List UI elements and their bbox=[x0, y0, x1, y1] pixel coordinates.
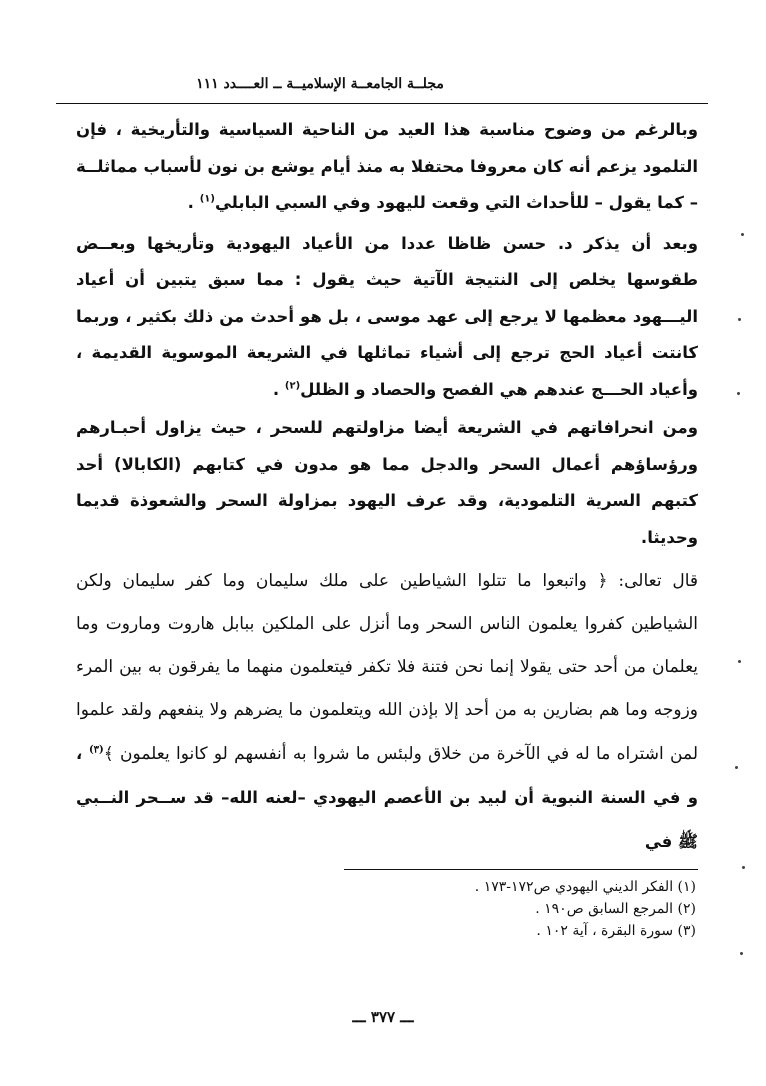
scan-speck bbox=[742, 866, 745, 869]
footnotes bbox=[336, 876, 696, 942]
footnote-ref[interactable]: (١) bbox=[199, 193, 215, 205]
paragraph bbox=[76, 410, 698, 556]
footnote-ref[interactable]: (٣) bbox=[88, 744, 104, 756]
scan-speck bbox=[737, 392, 740, 395]
paragraph-text: وبالرغم من وضوح مناسبة هذا العيد من الناحية السياسية والتأريخية ، فإن التلمود يزعم أنه كان معروفا محتفلا به منذ أيام يوشع بن نون لأسباب مماثلــة – كما يقول – للأحداث التي وقعت لليهود وفي السبي البابلي bbox=[76, 120, 698, 212]
footnote: (٣) سورة البقرة ، آية ١٠٢ . bbox=[536, 923, 696, 939]
paragraph-text: وبعد أن يذكر د. حسن ظاظا عددا من الأعياد اليهودية وتأريخها وبعــض طقوسها يخلص إلى النتيجة الآتية حيث يقول : مما سبق يتبين أن أعياد اليـــهود معظمها لا يرجع إلى عهد موسى ، بل هو أحدث من ذلك بكثير ، وربما كانتت أعياد الحج ترجع إلى أشياء تماثلها في الشريعة الموسوية القديمة ، وأعياد الحـــج عندهم هي الفصح والحصاد و الظلل bbox=[76, 233, 698, 399]
scan-speck bbox=[735, 766, 738, 769]
quran-quote: قال تعالى: ﴿ واتبعوا ما تتلوا الشياطين على ملك سليمان وما كفر سليمان ولكن الشياطين كفروا يعلمون الناس السحر وما أنزل على الملكين ببابل هاروت وماروت وما يعلمان من أحد حتى يقولا إنما نحن فتنة فلا تكفر فيتعلمون منهما ما يفرقون به بين المرء وزوجه وما هم بضارين به من أحد إلا بإذن الله ويتعلمون ما يضرهم ولا ينفعهم ولقد علموا لمن اشتراه ما له في الآخرة من خلاق ولبئس ما شروا به أنفسهم لو كانوا يعلمون ﴾ bbox=[76, 571, 698, 764]
scan-speck bbox=[738, 660, 741, 663]
paragraph-suffix: . bbox=[187, 193, 200, 212]
quran-quote-paragraph bbox=[76, 560, 698, 864]
scan-speck bbox=[738, 318, 741, 321]
header-rule bbox=[56, 103, 708, 104]
paragraph-text: ومن انحرافاتهم في الشريعة أيضا مزاولتهم للسحر ، حيث يزاول أحبـارهم ورؤساؤهم أعمال السحر والدجل مما هو مدون في كتابهم (الكابالا) أحد كتبهم السرية التلمودية، وقد عرف اليهود بمزاولة السحر والشعوذة قديما وحديثا. bbox=[76, 418, 698, 547]
scan-speck bbox=[740, 952, 743, 955]
scan-speck bbox=[741, 233, 744, 236]
paragraph bbox=[76, 226, 698, 409]
footnote: (٢) المرجع السابق ص١٩٠ . bbox=[535, 901, 696, 917]
footnote: (١) الفكر الديني اليهودي ص١٧٢-١٧٣ . bbox=[474, 879, 696, 895]
body-text bbox=[76, 112, 698, 864]
paragraph bbox=[76, 112, 698, 222]
running-head: مجلــة الجامعــة الإسلاميــة ــ العــــدد ١١١ bbox=[196, 76, 444, 92]
footnote-separator bbox=[344, 869, 698, 870]
page-number: ـــ ٣٧٧ ـــ bbox=[352, 1008, 414, 1026]
paragraph-suffix: . bbox=[272, 379, 285, 399]
footnote-ref[interactable]: (٢) bbox=[284, 380, 301, 391]
paragraph-suffix: ، و في السنة النبوية أن لبيد بن الأعصم اليهودي –لعنه الله– قد ســحر النــبي ﷺ في bbox=[76, 744, 698, 851]
